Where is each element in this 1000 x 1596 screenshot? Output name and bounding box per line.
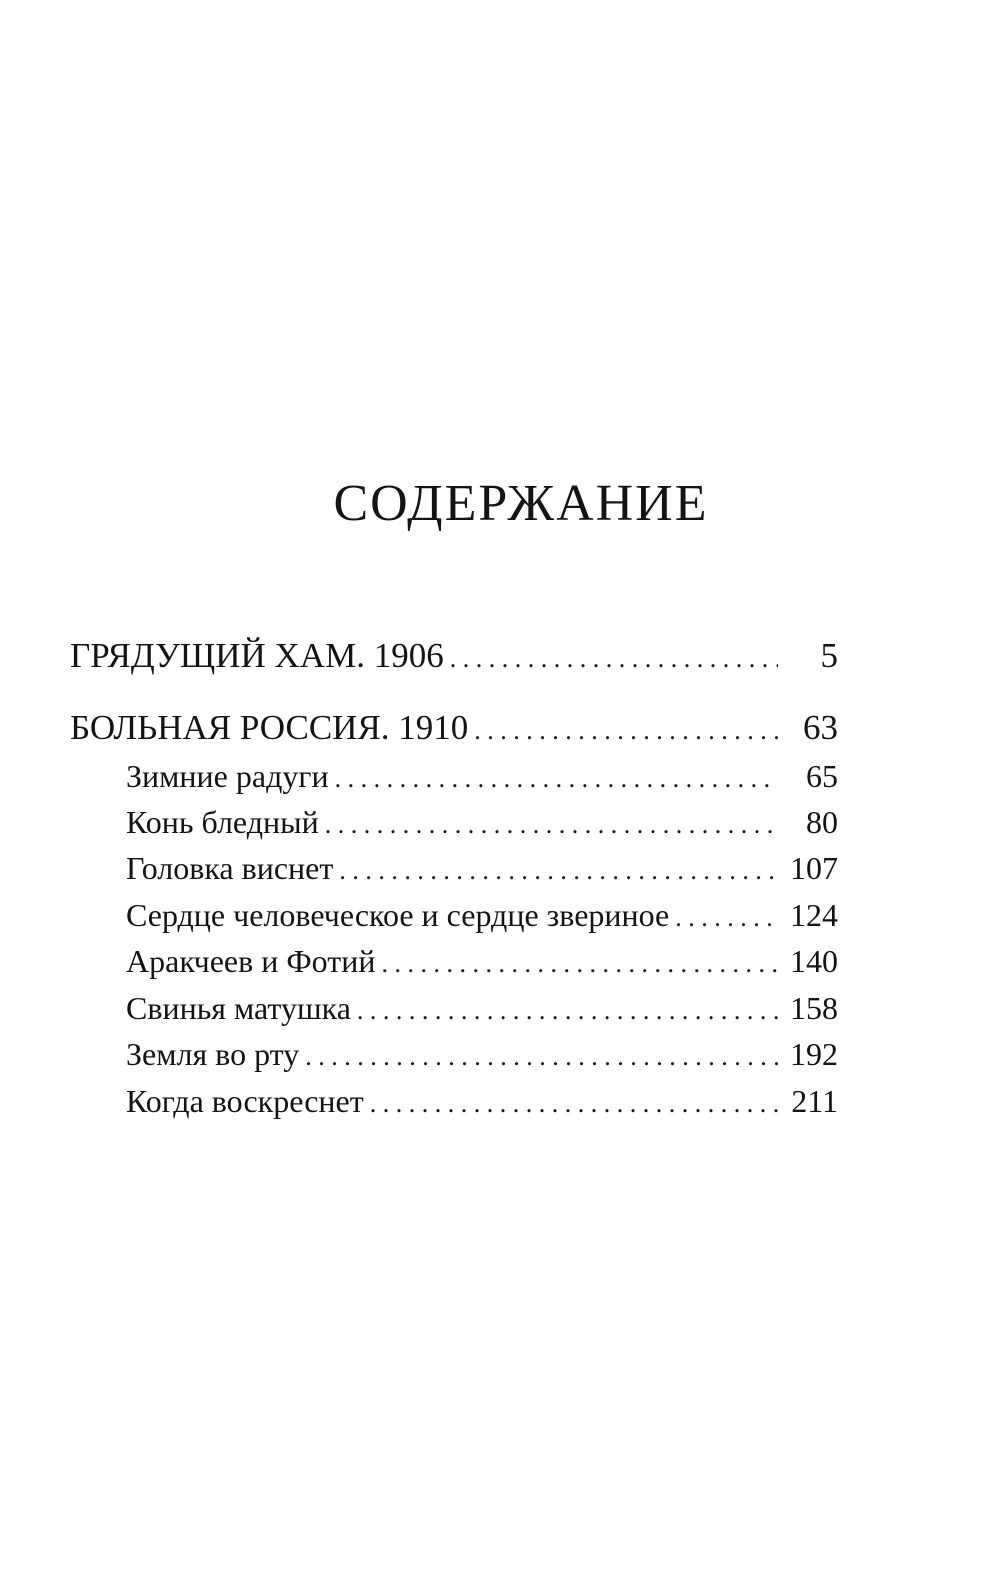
toc-entry-part-2 xyxy=(70,706,838,753)
toc-entry-chapter xyxy=(126,940,838,985)
toc-entry-chapter xyxy=(126,1033,838,1078)
toc-entry-page: 211 xyxy=(791,1083,838,1119)
toc-entry-page: 107 xyxy=(790,850,838,886)
toc-entry-chapter xyxy=(126,987,838,1032)
toc-entry-page: 65 xyxy=(806,758,838,794)
dot-leader xyxy=(474,709,778,753)
toc-entry-page: 158 xyxy=(790,990,838,1026)
toc-entry-title: БОЛЬНАЯ РОССИЯ. 1910 xyxy=(70,708,469,747)
toc-entry-title: Сердце человеческое и сердце звериное xyxy=(126,897,670,933)
dot-leader xyxy=(675,897,778,939)
toc-entry-chapter xyxy=(126,847,838,892)
toc-entry-title: ГРЯДУЩИЙ ХАМ. 1906 xyxy=(70,636,444,675)
toc-entry-chapter xyxy=(126,801,838,846)
toc-entry-page: 63 xyxy=(803,708,838,747)
page-title: СОДЕРЖАНИЕ xyxy=(333,475,709,532)
toc-entry-page: 5 xyxy=(820,636,838,675)
toc-entry-title: Конь бледный xyxy=(126,804,319,840)
dot-leader xyxy=(450,637,778,681)
dot-leader xyxy=(357,990,778,1032)
toc-entry-chapter xyxy=(126,894,838,939)
toc-entry-title: Аракчеев и Фотий xyxy=(126,943,376,979)
dot-leader xyxy=(305,1036,778,1078)
dot-leader xyxy=(370,1083,778,1125)
toc-entry-page: 80 xyxy=(806,804,838,840)
dot-leader xyxy=(325,804,778,846)
toc-entry-page: 192 xyxy=(790,1036,838,1072)
toc-entry-part-1 xyxy=(70,634,838,681)
toc-entry-page: 124 xyxy=(790,897,838,933)
dot-leader xyxy=(381,943,778,985)
toc-entry-title: Головка виснет xyxy=(126,850,334,886)
toc-entry-title: Зимние радуги xyxy=(126,758,329,794)
toc-entry-chapter xyxy=(126,755,838,800)
toc-entry-title: Земля во рту xyxy=(126,1036,300,1072)
toc-entry-page: 140 xyxy=(790,943,838,979)
dot-leader xyxy=(335,758,778,800)
toc-entry-title: Когда воскреснет xyxy=(126,1083,364,1119)
toc-entry-chapter xyxy=(126,1080,838,1125)
toc-entry-title: Свинья матушка xyxy=(126,990,351,1026)
dot-leader xyxy=(339,850,778,892)
